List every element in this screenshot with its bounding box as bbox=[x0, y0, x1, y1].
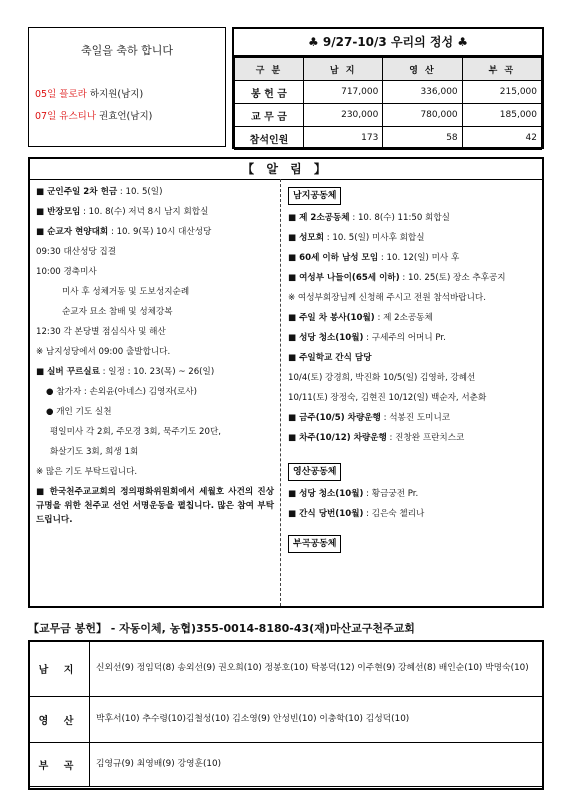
donation-names: 박후서(10) 추수령(10)김철성(10) 김소영(9) 안성빈(10) 이충학(10) 김성덕(10) bbox=[90, 697, 544, 743]
notice-item-text: : 진창완 프란치스코 bbox=[386, 433, 465, 443]
notice-subitem: ● 개인 기도 실천 bbox=[46, 407, 112, 417]
notice-item-title: ■ 반장모임 bbox=[36, 207, 81, 217]
notice-subitem: 화살기도 3회, 희생 1회 bbox=[50, 447, 139, 457]
offering-cell: 58 bbox=[383, 127, 462, 150]
schedule-line: 09:30 대산성당 집결 bbox=[36, 247, 117, 257]
notice-note: ※ 남지성당에서 09:00 출발합니다. bbox=[36, 347, 171, 357]
schedule-line: 미사 후 성체거동 및 도보성지순례 bbox=[62, 287, 190, 297]
notice-item-text: : 10. 9(목) 10시 대산성당 bbox=[108, 227, 212, 237]
notice-subitem: ● 참가자 : 손외윤(아네스) 김영자(로사) bbox=[46, 387, 197, 397]
notice-item-text: : 제 2소공동체 bbox=[374, 313, 433, 323]
offering-header-row bbox=[235, 58, 542, 81]
offering-cell: 336,000 bbox=[383, 81, 462, 104]
donation-title: 【교무금 봉헌】 - 자동이체, 농협)355-0014-8180-43(재)마산교구천주교회 bbox=[28, 622, 415, 635]
notice-title: 【 알 림 】 bbox=[30, 159, 542, 180]
notice-item-title: ■ 여성부 나들이(65세 이하) bbox=[288, 273, 400, 283]
notice-right-column bbox=[288, 187, 540, 559]
offering-row bbox=[235, 127, 542, 150]
notice-item-text: : 10. 25(토) 장소 추후공지 bbox=[399, 273, 506, 283]
notice-item-title: ■ 주일학교 간식 담당 bbox=[288, 353, 372, 363]
notice-left-column bbox=[36, 185, 274, 533]
feast-day-row bbox=[35, 86, 219, 100]
donation-names: 신외선(9) 정임덕(8) 송외선(9) 권오희(10) 정봉호(10) 탁봉덕(12) 이주현(9) 강혜선(8) 배인순(10) 박명숙(10) bbox=[90, 641, 544, 697]
schedule-line: 12:30 각 본당별 점심식사 및 해산 bbox=[36, 327, 166, 337]
notice-subitem: 평일미사 각 2회, 주모경 3회, 묵주기도 20단, bbox=[50, 427, 221, 437]
offering-header: 구 분 bbox=[235, 58, 304, 81]
section-label: 남지공동체 bbox=[288, 187, 341, 205]
feast-day-date: 05일 플로라 bbox=[35, 89, 87, 100]
notice-note: ※ 여성부회장님께 신청해 주시고 전원 참석바랍니다. bbox=[288, 293, 486, 303]
feast-day-date: 07일 유스티나 bbox=[35, 111, 96, 122]
offering-row-label: 참석인원 bbox=[235, 127, 304, 150]
offering-cell: 230,000 bbox=[304, 104, 383, 127]
donation-table bbox=[28, 640, 544, 787]
offering-cell: 215,000 bbox=[462, 81, 541, 104]
notice-item-title: ■ 순교자 현양대회 bbox=[36, 227, 109, 237]
offering-header: 남 지 bbox=[304, 58, 383, 81]
offering-row-label: 교 무 금 bbox=[235, 104, 304, 127]
donation-parish: 영 산 bbox=[29, 697, 90, 743]
notice-item-title: ■ 군인주일 2차 헌금 bbox=[36, 187, 118, 197]
notice-item-title: ■ 60세 이하 남성 모임 bbox=[288, 253, 379, 263]
offering-row bbox=[235, 104, 542, 127]
notice-item-text: : 황금궁전 Pr. bbox=[363, 489, 419, 499]
notice-item-title: ■ 성당 청소(10월) bbox=[288, 333, 364, 343]
notice-item-text: : 10. 5(일) 미사후 회합실 bbox=[324, 233, 425, 243]
feast-day-name: 하지원(남지) bbox=[89, 89, 144, 100]
notice-item-text: : 10. 12(일) 미사 후 bbox=[378, 253, 460, 263]
notice-item-title: ■ 간식 당번(10월) bbox=[288, 509, 364, 519]
notice-item-title: ■ 차주(10/12) 차량운행 bbox=[288, 433, 387, 443]
schedule-line: 순교자 묘소 참배 및 성체강복 bbox=[62, 307, 173, 317]
offering-cell: 173 bbox=[304, 127, 383, 150]
notice-item-title: ■ 제 2소공동체 bbox=[288, 213, 350, 223]
schedule-line: 10:00 경축미사 bbox=[36, 267, 97, 277]
notice-subitem: 10/11(토) 장정숙, 김현진 10/12(일) 백순자, 서춘화 bbox=[288, 393, 487, 403]
notice-item-title: ■ 금주(10/5) 차량운행 bbox=[288, 413, 381, 423]
offering-row bbox=[235, 81, 542, 104]
feast-day-row bbox=[35, 108, 219, 122]
donation-parish: 남 지 bbox=[29, 641, 90, 697]
donation-names: 김영규(9) 최영배(9) 강영훈(10) bbox=[90, 743, 544, 787]
notice-item-text: : 일정 : 10. 23(목) ~ 26(일) bbox=[99, 367, 215, 377]
feast-day-box bbox=[28, 27, 226, 147]
column-divider bbox=[280, 179, 281, 606]
donation-row bbox=[29, 641, 544, 697]
offering-cell: 780,000 bbox=[383, 104, 462, 127]
notice-subitem: 10/4(토) 강경희, 박진화 10/5(일) 김영하, 강혜선 bbox=[288, 373, 476, 383]
offering-table bbox=[234, 57, 542, 150]
donation-row bbox=[29, 743, 544, 787]
donation-row bbox=[29, 697, 544, 743]
offering-cell: 717,000 bbox=[304, 81, 383, 104]
notice-item-title: ■ 주일 차 봉사(10월) bbox=[288, 313, 375, 323]
notice-item-text: : 김은숙 첼리나 bbox=[363, 509, 425, 519]
notice-item-title: ■ 한국천주교교회의 정의평화위원회에서 세월호 사건의 진상규명을 위한 천주교 선언 서명운동을 펼칩니다. 많은 참여 부탁드립니다. bbox=[36, 487, 274, 525]
notice-item-title: ■ 실버 꾸르실료 bbox=[36, 367, 100, 377]
notice-board bbox=[28, 157, 544, 608]
notice-note: ※ 많은 기도 부탁드립니다. bbox=[36, 467, 138, 477]
notice-item-title: ■ 성당 청소(10월) bbox=[288, 489, 364, 499]
notice-item-text: : 10. 5(일) bbox=[117, 187, 163, 197]
section-label: 영산공동체 bbox=[288, 463, 341, 481]
notice-item-text: : 구세주의 어머니 Pr. bbox=[363, 333, 446, 343]
notice-item-text: : 10. 8(수) 저녁 8시 남지 회합실 bbox=[80, 207, 209, 217]
offering-header: 영 산 bbox=[383, 58, 462, 81]
feast-day-title: 축일을 축하 합니다 bbox=[80, 44, 173, 57]
offering-header: 부 곡 bbox=[462, 58, 541, 81]
offering-title: ♣ 9/27-10/3 우리의 정성 ♣ bbox=[234, 29, 542, 57]
offering-cell: 185,000 bbox=[462, 104, 541, 127]
section-label: 부곡공동체 bbox=[288, 535, 341, 553]
offering-row-label: 봉 헌 금 bbox=[235, 81, 304, 104]
notice-item-title: ■ 성모회 bbox=[288, 233, 325, 243]
notice-item-text: : 석봉진 도미니코 bbox=[380, 413, 451, 423]
notice-item-text: : 10. 8(수) 11:50 회합실 bbox=[349, 213, 450, 223]
offering-cell: 42 bbox=[462, 127, 541, 150]
feast-day-name: 권효언(남지) bbox=[99, 111, 153, 122]
donation-parish: 부 곡 bbox=[29, 743, 90, 787]
offering-summary bbox=[232, 27, 544, 149]
